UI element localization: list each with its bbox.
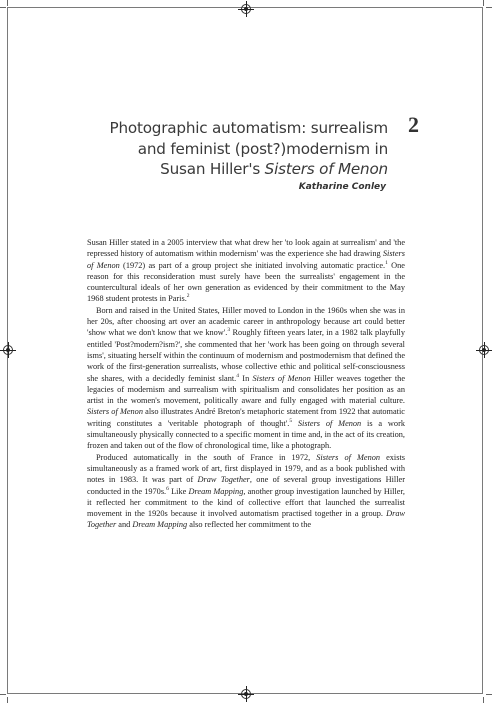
crop-mark xyxy=(7,0,8,6)
chapter-author: Katharine Conley xyxy=(298,182,386,192)
crop-mark xyxy=(0,7,6,8)
text-run: exists simultaneously as a framed work of art, first displayed in 1979, and as a book published with notes in 1983. It was part of xyxy=(87,452,405,485)
italic-title: Sisters of Menon xyxy=(297,418,362,428)
crop-mark xyxy=(0,694,6,695)
footnote-ref: 1 xyxy=(385,259,388,266)
chapter-title-line: Susan Hiller's Sisters of Menon xyxy=(160,160,388,178)
italic-title: Sisters of Menon xyxy=(252,373,311,383)
text-run: One reason for this reconsideration must surely have been the surrealists' engagement in the countercultural ideals of her own generation as evidenced by their commitment to the May 1968 student protests in Paris. xyxy=(87,260,405,304)
text-run: is a work simultaneously physically connected to a specific moment in time and, in the act of its creation, frozen and taken out of the flow of chronological time, like a photograph. xyxy=(87,418,405,451)
text-run: Susan Hiller stated in a 2005 interview that what drew her 'to look again at surrealism' and 'the repressed history of automatism within modernism' was the experience she had drawing xyxy=(87,238,405,259)
italic-title: Draw Together xyxy=(197,475,250,485)
crop-mark xyxy=(483,697,484,703)
italic-title: Sisters of Menon xyxy=(316,452,381,462)
registration-mark-icon xyxy=(3,345,13,355)
chapter-title-line: and feminist (post?)modernism in xyxy=(137,139,388,158)
body-text xyxy=(87,237,405,531)
text-run: Roughly fifteen years later, in a 1982 talk playfully entitled 'Post?modern?ism?', she commented that her 'work has been going on through several isms', situating herself within the continuum of modernism and postmodernism that defined the work of the first-generation surrealists, whose collective ethic and political self-consciousness she shares, with a decidedly feminist slant. xyxy=(87,328,406,383)
italic-title: Sisters of Menon xyxy=(87,249,405,270)
italic-title: Dream Mapping xyxy=(188,486,244,496)
paragraph xyxy=(87,305,405,452)
text-run: Hiller weaves together the legacies of modernism and surrealism with spiritualism and consolidates her position as an artist in the women's movement, politically aware and fully engaged with material culture. xyxy=(87,373,405,406)
text-run: , another group investigation launched by Hiller, it reflected her commitment to the kind of collective effort that launched the surrealist movement in the 1920s because it involved automatism practised together in a group. xyxy=(87,486,405,519)
text-run: Like xyxy=(168,486,189,496)
chapter-title-italic: Sisters of Menon xyxy=(264,160,388,178)
text-run: Produced automatically in the south of France in 1972, xyxy=(96,452,317,462)
text-run: In xyxy=(239,373,253,383)
footnote-ref: 3 xyxy=(227,327,231,334)
italic-title: Sisters of Menon xyxy=(87,407,143,417)
chapter-title xyxy=(100,118,388,180)
footnote-ref: 6 xyxy=(166,485,169,492)
chapter-title-line: Photographic automatism: surrealism xyxy=(109,119,388,137)
crop-mark xyxy=(483,0,484,6)
footnote-ref: 2 xyxy=(186,293,190,300)
text-run: also illustrates André Breton's metaphoric statement from 1922 that automatic writing constitutes a 'veritable photograph of thought'. xyxy=(87,407,405,428)
text-run: also reflected her commitment to the xyxy=(187,520,312,530)
registration-mark-icon xyxy=(479,345,489,355)
text-run: (1972) as part of a group project she initiated involving automatic practice. xyxy=(119,260,386,270)
text-run: and xyxy=(116,520,133,530)
paragraph xyxy=(87,237,405,305)
crop-mark xyxy=(7,697,8,703)
crop-mark xyxy=(486,7,492,8)
footnote-ref: 5 xyxy=(289,417,293,424)
italic-title: Dream Mapping xyxy=(132,520,188,530)
registration-mark-icon xyxy=(241,689,251,699)
paragraph xyxy=(87,452,405,531)
registration-mark-icon xyxy=(241,4,251,14)
chapter-number: 2 xyxy=(408,112,419,137)
italic-title: Draw Together xyxy=(87,509,405,530)
text-run: , one of several group investigations Hiller conducted in the 1970s. xyxy=(87,475,405,496)
text-run: Born and raised in the United States, Hiller moved to London in the 1960s when she was in her 20s, after choosing art over an academic career in anthropology because art could better 'show what we don't know that we know'. xyxy=(87,305,405,338)
footnote-ref: 4 xyxy=(236,372,240,379)
crop-mark xyxy=(486,694,492,695)
